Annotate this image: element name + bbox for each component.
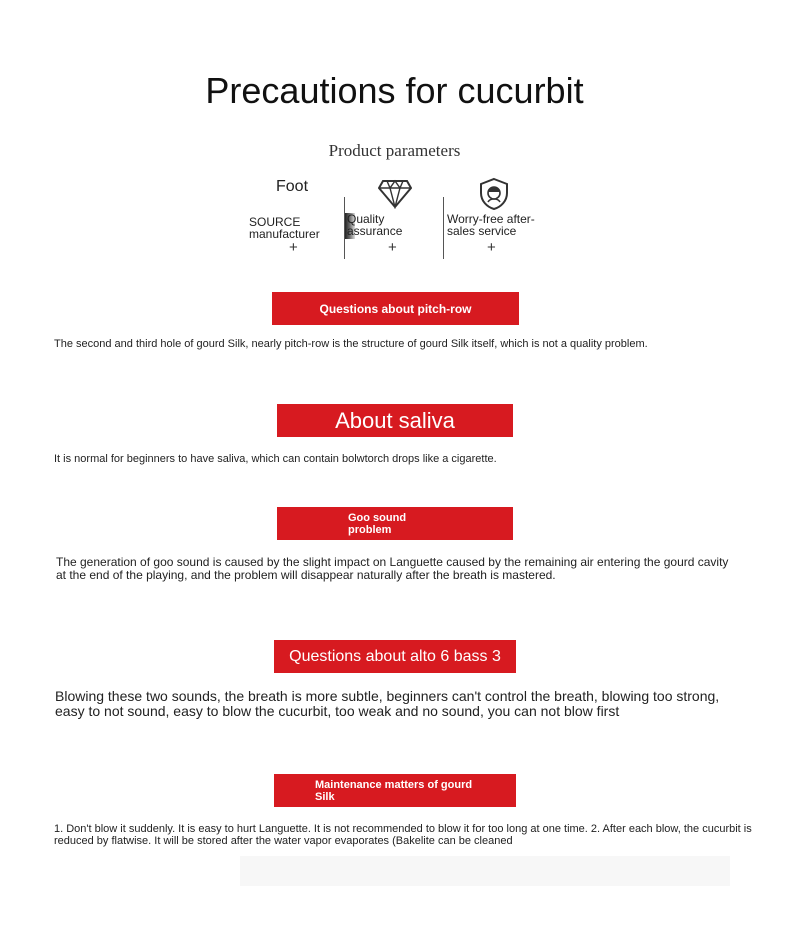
- section-heading-label: Questions about pitch-row: [319, 301, 472, 316]
- section-heading-label: About saliva: [335, 407, 455, 433]
- section-heading-goo-sound: [277, 507, 513, 540]
- feature-quality-label: Quality assurance: [347, 212, 403, 238]
- product-parameters-title: Product parameters: [328, 141, 461, 160]
- feature-service-label: Worry-free after-sales service: [447, 212, 535, 238]
- feature-service-plus: +: [487, 239, 496, 256]
- section-text-alto-bass: Blowing these two sounds, the breath is more subtle, beginners can't control the breath, blowing too strong, easy to not sound, easy to blow the cucurbit, too weak and no sound, you can not blow first: [55, 688, 720, 719]
- section-heading-pitch-row: [272, 292, 519, 325]
- feature-source-plus: +: [289, 239, 298, 256]
- section-text-goo-sound: The generation of goo sound is caused by the slight impact on Languette caused by the remaining air entering the gourd cavity at the end of the playing, and the problem will disappear naturally after the breath is mastered.: [56, 555, 729, 582]
- section-text-pitch-row: The second and third hole of gourd Silk, nearly pitch-row is the structure of gourd Silk itself, which is not a quality problem.: [54, 338, 648, 350]
- diamond-icon: [378, 179, 412, 209]
- feature-quality-plus: +: [388, 239, 397, 256]
- section-heading-label: Questions about alto 6 bass 3: [289, 647, 501, 665]
- foot-label: Foot: [276, 178, 309, 195]
- section-heading-maintenance: [274, 774, 516, 807]
- feature-source-label: SOURCE manufacturer: [249, 215, 320, 241]
- section-text-maintenance: 1. Don't blow it suddenly. It is easy to hurt Languette. It is not recommended to blow it for too long at one time. 2. After each blow, the cucurbit is reduced by flatwise. It will be stored after the water vapor evaporates (Bakelite can be cleaned: [54, 823, 752, 847]
- section-heading-label: Goo sound problem: [348, 511, 407, 536]
- section-text-saliva: It is normal for beginners to have saliva, which can contain bolwtorch drops like a cigarette.: [54, 453, 497, 465]
- section-heading-label: Maintenance matters of gourd Silk: [315, 778, 473, 803]
- bottom-faded-area: [240, 856, 730, 886]
- page-title: Precautions for cucurbit: [205, 70, 584, 111]
- section-heading-saliva: [277, 404, 513, 437]
- section-heading-alto-bass: [274, 640, 516, 673]
- service-shield-icon: [478, 177, 510, 211]
- feature-divider: [443, 197, 444, 259]
